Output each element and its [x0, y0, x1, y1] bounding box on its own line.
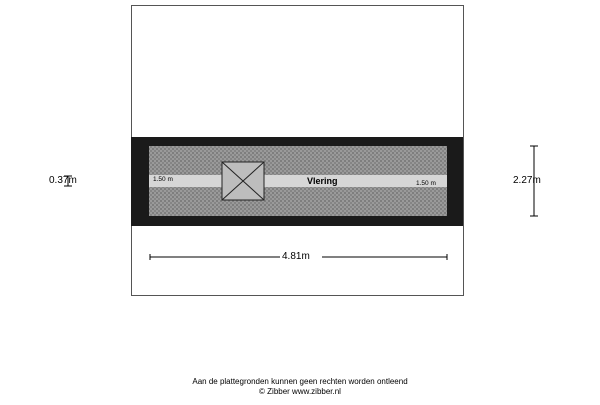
disclaimer-text: Aan de plattegronden kunnen geen rechten worden ontleend — [192, 377, 408, 386]
left-height-label: 0.37m — [49, 175, 77, 186]
width-label: 4.81m — [282, 251, 310, 262]
room-name: Vlering — [307, 176, 338, 186]
inner-left-label: 1.50 m — [153, 176, 173, 183]
hatch-icon — [222, 162, 264, 200]
copyright-text: © Zibber www.zibber.nl — [259, 387, 341, 396]
inner-right-label: 1.50 m — [416, 180, 436, 187]
right-height-label: 2.27m — [513, 175, 541, 186]
dimension-band — [149, 175, 447, 187]
